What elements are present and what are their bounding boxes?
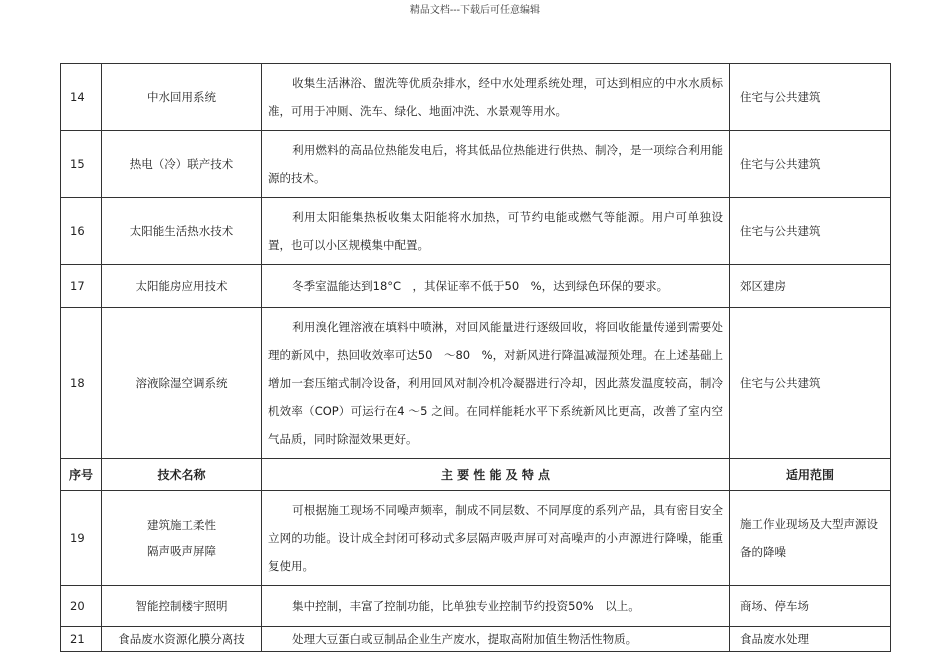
features-text: 利用燃料的高品位热能发电后，将其低品位热能进行供热、制冷，是一项综合利用能源的技术。 xyxy=(268,143,723,185)
page-header: 精品文档---下载后可任意编辑 xyxy=(409,5,541,16)
column-header-row xyxy=(61,459,891,491)
row-number: 20 xyxy=(61,586,102,627)
technology-name: 溶液除湿空调系统 xyxy=(102,308,262,459)
row-number: 16 xyxy=(61,198,102,265)
features-text: 冬季室温能达到18°C ，其保证率不低于50 %，达到绿色环保的要求。 xyxy=(292,279,669,293)
technology-features xyxy=(262,131,730,198)
technology-name: 智能控制楼宇照明 xyxy=(102,586,262,627)
application-scope: 住宅与公共建筑 xyxy=(730,198,891,265)
header-scope: 适用范围 xyxy=(730,459,891,491)
technology-name-line2: 隔声吸声屏障 xyxy=(147,544,216,558)
technology-features xyxy=(262,198,730,265)
features-text: 集中控制，丰富了控制功能，比单独专业控制节约投资50% 以上。 xyxy=(292,599,640,613)
technology-features xyxy=(262,308,730,459)
table-row xyxy=(61,491,891,586)
technology-name: 中水回用系统 xyxy=(102,64,262,131)
header-number: 序号 xyxy=(61,459,102,491)
technology-features xyxy=(262,64,730,131)
technology-name: 热电（冷）联产技术 xyxy=(102,131,262,198)
header-technology-name: 技术名称 xyxy=(102,459,262,491)
row-number: 14 xyxy=(61,64,102,131)
table-row xyxy=(61,265,891,308)
technology-name-line1: 建筑施工柔性 xyxy=(147,518,216,532)
application-scope: 食品废水处理 xyxy=(730,627,891,652)
application-scope: 住宅与公共建筑 xyxy=(730,308,891,459)
application-scope: 施工作业现场及大型声源设备的降噪 xyxy=(730,491,891,586)
technology-features xyxy=(262,491,730,586)
technology-name: 太阳能房应用技术 xyxy=(102,265,262,308)
table-row xyxy=(61,308,891,459)
technology-name: 太阳能生活热水技术 xyxy=(102,198,262,265)
row-number: 17 xyxy=(61,265,102,308)
features-text: 收集生活淋浴、盥洗等优质杂排水，经中水处理系统处理，可达到相应的中水水质标准，可用于冲厕、洗车、绿化、地面冲洗、水景观等用水。 xyxy=(268,76,723,118)
table-row xyxy=(61,627,891,652)
application-scope: 住宅与公共建筑 xyxy=(730,64,891,131)
header-features: 主 要 性 能 及 特 点 xyxy=(262,459,730,491)
row-number: 18 xyxy=(61,308,102,459)
table-row xyxy=(61,198,891,265)
table-row xyxy=(61,586,891,627)
features-text: 处理大豆蛋白或豆制品企业生产废水，提取高附加值生物活性物质。 xyxy=(292,632,638,646)
technology-name: 食品废水资源化膜分离技 xyxy=(102,627,262,652)
technology-table xyxy=(60,63,891,652)
features-text: 可根据施工现场不同噪声频率，制成不同层数、不同厚度的系列产品，具有密目安全立网的功能。设计成全封闭可移动式多层隔声吸声屏可对高噪声的小声源进行降噪，能重复使用。 xyxy=(268,503,723,573)
technology-features xyxy=(262,627,730,652)
application-scope: 商场、停车场 xyxy=(730,586,891,627)
row-number: 19 xyxy=(61,491,102,586)
row-number: 15 xyxy=(61,131,102,198)
features-text: 利用溴化锂溶液在填料中喷淋，对回风能量进行逐级回收，将回收能量传递到需要处理的新风中，热回收效率可达50 ～80 %，对新风进行降温减湿预处理。在上述基础上增加一套压缩式制冷设备，利用回风对制冷机冷凝器进行冷却，因此蒸发温度较高，制冷机效率（COP）可运行在4 ～5 之间。在同样能耗水平下系统新风比更高，改善了室内空气品质，同时除湿效果更好。 xyxy=(268,320,723,446)
table-row xyxy=(61,131,891,198)
table-row xyxy=(61,64,891,131)
row-number: 21 xyxy=(61,627,102,652)
application-scope: 住宅与公共建筑 xyxy=(730,131,891,198)
technology-features xyxy=(262,586,730,627)
features-text: 利用太阳能集热板收集太阳能将水加热，可节约电能或燃气等能源。用户可单独设置，也可以小区规模集中配置。 xyxy=(268,210,723,252)
technology-name xyxy=(102,491,262,586)
application-scope: 郊区建房 xyxy=(730,265,891,308)
technology-features xyxy=(262,265,730,308)
